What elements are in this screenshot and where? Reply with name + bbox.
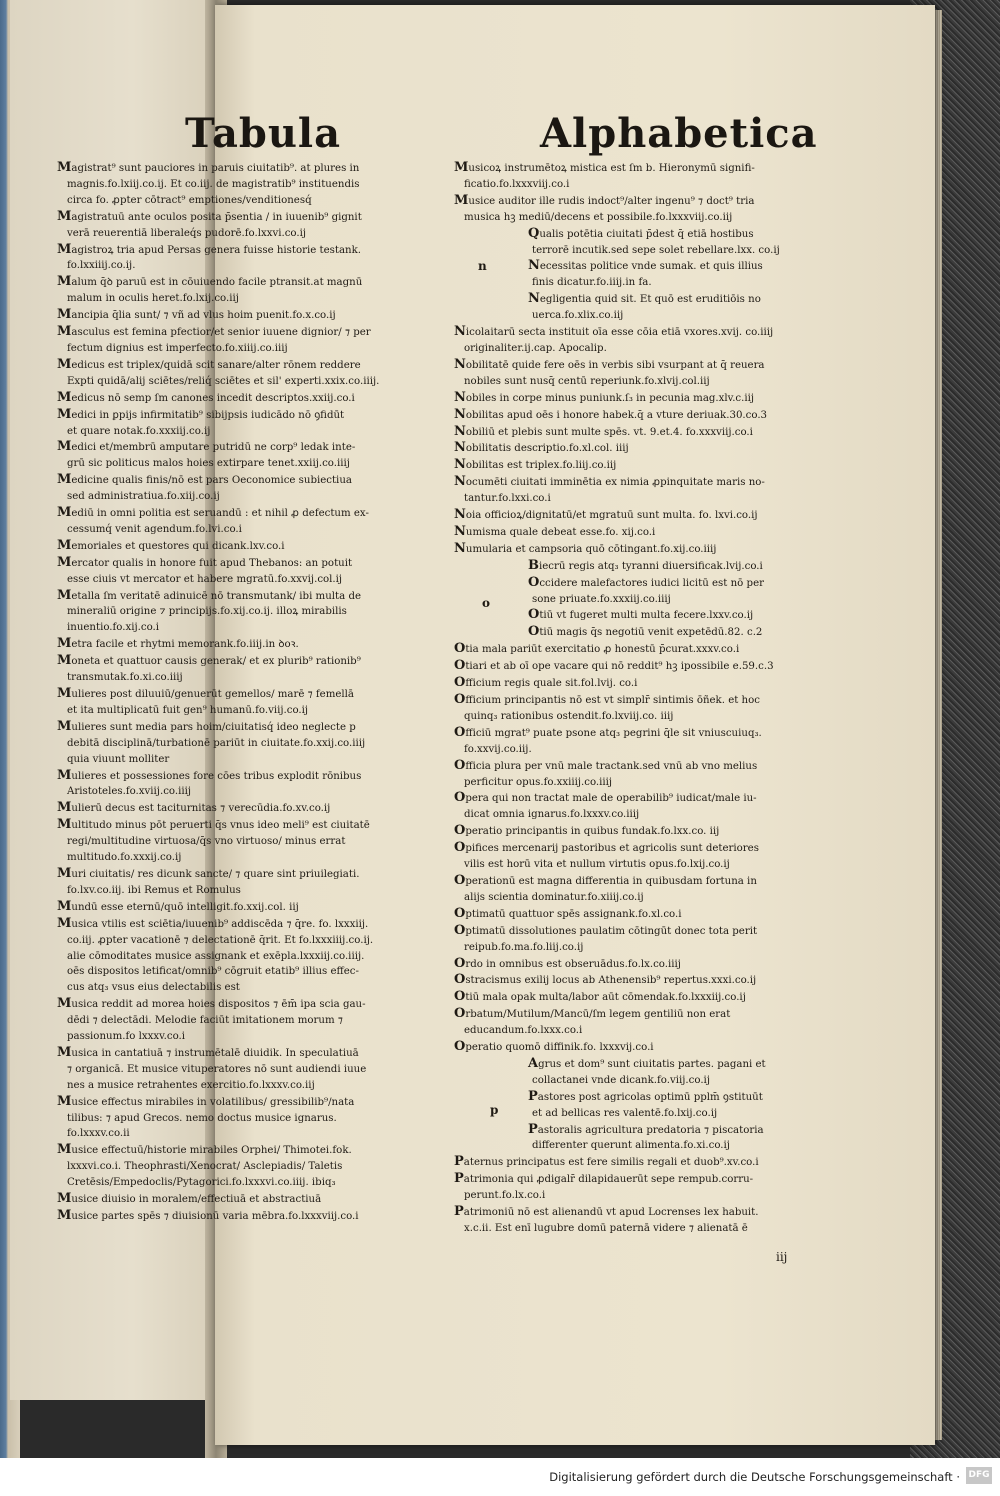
entry-continuation-line: et quare notak.fo.xxxiij.co.ij [67, 425, 211, 437]
entry-continuation-line: collactanei vnde dicank.fo.viij.co.ij [532, 1074, 710, 1086]
entry-headword-line: Musice effectuū/historie mirabiles Orphei/ Thimotei.fok. [57, 1142, 352, 1158]
entry-headword-line: Pastoralis agricultura predatoria ⁊ piscatoria [528, 1121, 764, 1137]
index-entry [454, 524, 849, 541]
entry-continuation-line: quinq₃ rationibus ostendit.fo.lxviij.co. iiij [464, 710, 674, 722]
index-entry [57, 538, 437, 555]
index-entry [454, 558, 849, 575]
entry-continuation-line: terrorē incutik.sed sepe solet rebellare.lxx. co.ij [532, 244, 780, 256]
left-text-column [57, 160, 437, 1225]
index-entry [454, 956, 849, 973]
entry-continuation-line: sone priuate.fo.xxxiij.co.iiij [532, 593, 671, 605]
index-entry [57, 439, 437, 472]
entry-headword-line: Moneta et quattuor causis generak/ et ex plurib⁹ rationib⁹ [57, 653, 361, 669]
entry-headword-line: Paternus principatus est fere similis regali et duob⁹.xv.co.i [454, 1154, 759, 1170]
index-entry [454, 758, 849, 791]
index-entry [454, 541, 849, 558]
entry-headword-line: Nobilitas est triplex.fo.liij.co.iij [454, 457, 617, 473]
index-entry [454, 873, 849, 906]
index-entry [454, 923, 849, 956]
entry-continuation-line: fectum dignius est imperfecto.fo.xiiij.co.iiij [67, 342, 288, 354]
index-entry [454, 1039, 849, 1056]
entry-headword-line: Optimatū dissolutiones paulatim cōtingūt donec tota perit [454, 922, 758, 938]
index-entry [454, 840, 849, 873]
entry-headword-line: Musica in cantatiuā ⁊ instrumētalē diuidik. In speculatiuā [57, 1044, 359, 1060]
catchword: iij [776, 1250, 788, 1264]
entry-continuation-line: tantur.fo.lxxi.co.i [464, 493, 551, 505]
entry-headword-line: Medicus est triplex/quidā scit sanare/alter rōnem reddere [57, 356, 361, 372]
entry-headword-line: Mulieres et possessiones fore cōes tribus explodit rōnibus [57, 767, 362, 783]
index-entry [57, 588, 437, 637]
entry-headword-line: Nobiliū et plebis sunt multe spēs. vt. 9.et.4. fo.xxxviij.co.i [454, 423, 753, 439]
entry-headword-line: Magistratuū ante oculos posita p̄sentia / in iuuenib⁹ gignit [57, 208, 362, 224]
index-entry [57, 996, 437, 1045]
entry-continuation-line: reipub.fo.ma.fo.liij.co.ij [464, 941, 584, 953]
index-entry [57, 866, 437, 899]
index-entry [454, 823, 849, 840]
entry-continuation-line: tilibus: ⁊ apud Grecos. nemo doctus musice ignarus. [67, 1112, 337, 1124]
entry-continuation-line: et ita multiplicatū fuit gen⁹ humanū.fo.viij.co.ij [67, 704, 309, 716]
entry-headword-line: Otiari et ab oī ope vacare qui nō reddit⁹ hꝫ ipossibile e.59.c.3 [454, 658, 774, 674]
entry-continuation-line: multitudo.fo.xxxij.co.ij [67, 852, 182, 864]
entry-headword-line: Multitudo minus pōt peruerti q̄s vnus ideo meli⁹ est ciuitatē [57, 817, 370, 833]
index-entry [57, 390, 437, 407]
entry-continuation-line: regi/multitudine virtuosa/q̄s vno virtuoso/ minus errat [67, 836, 346, 848]
index-entry [454, 440, 849, 457]
entry-continuation-line: inuentio.fo.xij.co.i [67, 622, 160, 634]
entry-headword-line: Patrimonia qui ꝓdigalr̄ dilapidauerūt sepe rempub.corru- [454, 1171, 754, 1187]
index-entry [57, 636, 437, 653]
index-entry [454, 390, 849, 407]
entry-continuation-line: circa fo. ꝓpter cōtract⁹ emptiones/venditionesq́ [67, 194, 312, 206]
entry-continuation-line: fo.lxv.co.iij. ibi Remus et Romulus [67, 884, 241, 896]
index-entry [57, 800, 437, 817]
entry-headword-line: Metra facile et rhytmi memorank.fo.iiij.in ꝺoꝛ. [57, 636, 299, 652]
index-entry [57, 719, 437, 768]
entry-continuation-line: et ad bellicas res valentē.fo.lxij.co.ij [532, 1107, 718, 1119]
entry-headword-line: Otia mala pariūt exercitatio ꝓ honestū p̄curat.xxxv.co.i [454, 641, 740, 657]
index-entry [454, 357, 849, 390]
section-marker-p: p [490, 1103, 499, 1117]
index-entry [454, 291, 849, 324]
index-entry [454, 324, 849, 357]
entry-headword-line: Patrimoniū nō est alienandū vt apud Locrenses lex habuit. [454, 1204, 759, 1220]
entry-headword-line: Qualis potētia ciuitati p̄dest q̄ etiā hostibus [528, 225, 754, 241]
entry-continuation-line: originaliter.ij.cap. Apocalip. [464, 342, 607, 354]
index-entry [454, 1204, 849, 1237]
entry-headword-line: Operationū est magna differentia in quibusdam fortuna in [454, 872, 757, 888]
index-entry [454, 972, 849, 989]
entry-continuation-line: mineraliū origine ⁊ principijs.fo.xij.co.ij. illoꝝ mirabilis [67, 606, 347, 618]
entry-continuation-line: passionum.fo lxxxv.co.i [67, 1031, 186, 1043]
entry-continuation-line: uerca.fo.xlix.co.iij [532, 310, 624, 322]
entry-headword-line: Medicine qualis finis/nō est pars Oeconomice subiectiua [57, 472, 352, 488]
index-entry [454, 507, 849, 524]
index-entry [57, 242, 437, 275]
section-marker-n: n [478, 259, 487, 273]
entry-continuation-line: malum in oculis heret.fo.lxij.co.iij [67, 293, 239, 305]
entry-headword-line: Ostracismus exilij locus ab Athenensib⁹ repertus.xxxi.co.ij [454, 972, 757, 988]
index-entry [454, 1122, 849, 1155]
entry-headword-line: Orbatum/Mutilum/Mancū/ſm legem gentiliū non erat [454, 1006, 731, 1022]
entry-headword-line: Muri ciuitatis/ res dicunk sancte/ ⁊ quare sint priuilegiati. [57, 865, 360, 881]
index-entry [454, 1006, 849, 1039]
index-entry [454, 624, 849, 641]
index-entry [57, 768, 437, 801]
dfg-logo: DFG [966, 1467, 992, 1484]
entry-continuation-line: lxxxvi.co.i. Theophrasti/Xenocrat/ Asclepiadis/ Taletis [67, 1161, 343, 1173]
entry-headword-line: Mulieres post diluuiū/genuerūt gemellos/ marē ⁊ femellā [57, 686, 354, 701]
index-entry [454, 658, 849, 675]
index-entry [454, 474, 849, 507]
entry-headword-line: Musice diuisio in moralem/effectiuā et abstractiuā [57, 1191, 322, 1207]
index-entry [454, 1056, 849, 1089]
header-right-word: Alphabetica [540, 110, 818, 157]
entry-headword-line: Numularia et campsoria quō cōtingant.fo.xij.co.iiij [454, 540, 717, 556]
entry-continuation-line: alijs scientia dominatur.fo.xiiij.co.ij [464, 891, 644, 903]
entry-continuation-line: dicat omnia ignarus.fo.lxxxv.co.iiij [464, 809, 640, 821]
right-text-column [454, 160, 849, 1237]
index-entry [454, 160, 849, 193]
entry-headword-line: Pastores post agricolas optimū pplm̄ ꝯstituūt [528, 1088, 763, 1104]
entry-headword-line: Officium principantis nō est vt simplr̄ sintimis ōñek. et hoc [454, 692, 760, 707]
entry-headword-line: Otiū magis q̄s negotiū venit expetēdū.82. c.2 [528, 624, 763, 640]
entry-headword-line: Musice effectus mirabiles in volatilibus/ gressibilib⁹/nata [57, 1093, 355, 1109]
index-entry [454, 193, 849, 226]
entry-headword-line: Medici in ꝑpijs infirmitatib⁹ sibijpsis iudicādo nō ꝯfidūt [57, 406, 345, 422]
entry-continuation-line: Cretēsis/Empedoclis/Pytagorici.fo.lxxxvi.co.iiij. ibiq₃ [67, 1177, 336, 1189]
index-entry [57, 1094, 437, 1143]
index-entry [57, 899, 437, 916]
entry-headword-line: Musice partes spēs ⁊ diuisionū varia mēbra.fo.lxxxviij.co.i [57, 1208, 359, 1223]
entry-continuation-line: Aristoteles.fo.xviij.co.iiij [67, 786, 192, 798]
index-entry [454, 575, 849, 608]
index-entry [57, 653, 437, 686]
index-entry [454, 675, 849, 692]
entry-continuation-line: magnis.fo.lxiij.co.ij. Et co.iij. de magistratib⁹ instituendis [67, 178, 360, 190]
entry-continuation-line: esse ciuis vt mercator et habere mgratū.fo.xxvij.col.ij [67, 573, 343, 585]
entry-continuation-line: fo.xxvij.co.iij. [464, 743, 532, 755]
entry-continuation-line: nobiles sunt nusq̄ centū reperiunk.fo.xlvij.col.iij [464, 375, 710, 387]
entry-headword-line: Otiū vt fugeret multi multa fecere.lxxv.co.ij [528, 607, 754, 623]
entry-continuation-line: grū sic politicus malos hoies extirpare tenet.xxiij.co.iiij [67, 458, 350, 470]
entry-headword-line: Magistrat⁹ sunt pauciores in paruis ciuitatib⁹. at plures in [57, 160, 360, 175]
index-entry [454, 424, 849, 441]
entry-headword-line: Memoriales et questores qui dicank.lxv.co.i [57, 537, 285, 553]
entry-headword-line: Nocumēti ciuitati imminētia ex nimia ꝓpinquitate maris no- [454, 474, 765, 490]
index-entry [454, 226, 849, 259]
digitization-footer [0, 1458, 1000, 1496]
index-entry [57, 407, 437, 440]
entry-headword-line: Nobilitas apud oēs i honore habek.q̄ a vture deriuak.30.co.3 [454, 406, 768, 422]
entry-continuation-line: differenter querunt alimenta.fo.xi.co.ij [532, 1140, 730, 1152]
index-entry [57, 324, 437, 357]
entry-headword-line: Negligentia quid sit. Et quō est eruditiōis no [528, 291, 761, 307]
index-entry [57, 209, 437, 242]
index-entry [454, 1154, 849, 1171]
index-entry [57, 1191, 437, 1208]
index-entry [454, 1171, 849, 1204]
entry-headword-line: Mediū in omni politia est seruandū : et nihil ꝓ defectum ex- [57, 505, 369, 521]
entry-headword-line: Musice auditor ille rudis indoct⁹/alter ingenu⁹ ⁊ doct⁹ tria [454, 192, 755, 208]
entry-continuation-line: quia viuunt molliter [67, 753, 170, 765]
entry-headword-line: Malum q̄ꝺ paruū est in cōuiuendo facile ptransit.at magnū [57, 274, 363, 290]
entry-continuation-line: nes a musice retrahentes exercitio.fo.lxxxv.co.iij [67, 1079, 315, 1091]
index-entry [57, 1208, 437, 1225]
entry-headword-line: Nobiles in corpe minus puniunk.ſ₃ in pecunia mag.xlv.c.iij [454, 389, 755, 405]
entry-continuation-line: verā reuerentiā liberaleq́s pudorē.fo.lxxvi.co.ij [67, 227, 307, 239]
index-entry [57, 1142, 437, 1191]
index-entry [57, 274, 437, 307]
entry-headword-line: Operatio principantis in quibus fundak.fo.lxx.co. iij [454, 823, 720, 839]
index-entry [57, 505, 437, 538]
index-entry [454, 641, 849, 658]
entry-headword-line: Mulieres sunt media pars hoim/ciuitatisq́ ideo neglecte p [57, 718, 356, 734]
entry-headword-line: Biecrū regis atq₃ tyranni diuersificak.lvij.co.i [528, 557, 763, 573]
entry-headword-line: Mulierū decus est taciturnitas ⁊ verecūdia.fo.xv.co.ij [57, 800, 331, 816]
entry-headword-line: Nobilitatis descriptio.fo.xl.col. iiij [454, 440, 629, 456]
entry-continuation-line: ⁊ organicā. Et musice vituperatores nō sunt audiendi iuue [67, 1063, 367, 1075]
entry-headword-line: Magistroꝝ tria apud Persas genera fuisse historie testank. [57, 241, 362, 257]
entry-continuation-line: co.iij. ꝓpter vacationē ⁊ delectationē q̄rit. Et fo.lxxxiiij.co.ij. [67, 934, 374, 946]
entry-continuation-line: ficatio.fo.lxxxviij.co.i [464, 178, 570, 190]
section-marker-o: o [482, 596, 491, 610]
index-entry [454, 407, 849, 424]
entry-headword-line: Officiū mgrat⁹ puate psone atq₃ pegrini q̄le sit vniuscuiuq₃. [454, 724, 762, 740]
entry-headword-line: Officium regis quale sit.fol.lvij. co.i [454, 675, 638, 691]
entry-headword-line: Ordo in omnibus est obseruādus.fo.lx.co.iiij [454, 955, 681, 971]
entry-continuation-line: finis dicatur.fo.iiij.in fa. [532, 277, 652, 289]
index-entry [57, 916, 437, 997]
entry-continuation-line: Expti quidā/alij sciētes/reliq́ sciētes et sil' experti.xxix.co.iiij. [67, 375, 380, 387]
entry-headword-line: Masculus est femina pfectior/et senior iuuene dignior/ ⁊ per [57, 324, 371, 340]
index-entry [454, 725, 849, 758]
entry-continuation-line: perunt.fo.lx.co.i [464, 1190, 546, 1202]
index-entry [454, 989, 849, 1006]
entry-continuation-line: x.c.ii. Est enī lugubre domū paternā videre ⁊ alienatā ē [464, 1223, 748, 1234]
entry-headword-line: Operatio quomō diffinik.fo. lxxxvij.co.i [454, 1039, 654, 1055]
entry-headword-line: Occidere malefactores iudici licitū est nō per [528, 574, 764, 590]
index-entry [57, 307, 437, 324]
entry-headword-line: Officia plura per vnū male tractank.sed vnū ab vno melius [454, 757, 758, 773]
entry-continuation-line: alie cōmoditates musice assignank et exēpla.lxxxiij.co.iiij. [67, 950, 365, 962]
entry-headword-line: Nobilitatē quide fere oēs in verbis sibi vsurpant at q̄ reuera [454, 356, 765, 372]
entry-continuation-line: perficitur opus.fo.xxiiij.co.iiij [464, 776, 613, 788]
footer-credit: Digitalisierung gefördert durch die Deutsche Forschungsgemeinschaft · [549, 1470, 960, 1484]
entry-headword-line: Metalla ſm veritatē adinuicē nō transmutank/ ibi multa de [57, 587, 361, 603]
entry-headword-line: Musicoꝝ instrumētoꝝ mistica est ſm b. Hieronymū signifi- [454, 160, 755, 175]
entry-headword-line: Agrus et dom⁹ sunt ciuitatis partes. pagani et [528, 1055, 766, 1071]
entry-headword-line: Necessitas politice vnde sumak. et quis illius [528, 258, 763, 274]
entry-continuation-line: cessumq́ venit agendum.fo.lvi.co.i [67, 523, 242, 535]
entry-headword-line: Noia officioꝝ/dignitatū/et mgratuū sunt multa. fo. lxvi.co.ij [454, 507, 758, 523]
entry-headword-line: Opera qui non tractat male de operabilib⁹ iudicat/male iu- [454, 790, 757, 806]
index-entry [57, 817, 437, 866]
index-entry [454, 692, 849, 725]
index-entry [57, 472, 437, 505]
index-entry [57, 686, 437, 719]
index-entry [454, 790, 849, 823]
index-entry [57, 160, 437, 209]
entry-headword-line: Otiū mala opak multa/labor aūt cōmendak.fo.lxxxiij.co.ij [454, 989, 746, 1005]
index-entry [454, 258, 849, 291]
entry-headword-line: Musica vtilis est sciētia/iuuenib⁹ addiscēda ⁊ q̄re. fo. lxxxiij. [57, 915, 369, 931]
entry-headword-line: Mundū esse eternū/quō intelligit.fo.xxij.col. iij [57, 898, 299, 914]
entry-continuation-line: fo.lxxxv.co.ii [67, 1128, 130, 1140]
header-left-word: Tabula [185, 110, 342, 157]
entry-headword-line: Opifices mercenarij pastoribus et agricolis sunt deteriores [454, 840, 759, 856]
index-entry [454, 607, 849, 624]
entry-headword-line: Musica reddit ad morea hoies dispositos ⁊ ēm̄ ipa scia gau- [57, 996, 366, 1012]
entry-continuation-line: cus atq₃ vsus eius delectabilis est [67, 982, 240, 994]
index-entry [57, 1045, 437, 1094]
entry-continuation-line: musica hꝫ mediū/decens et possibile.fo.lxxxviij.co.iij [464, 211, 733, 223]
entry-continuation-line: debitā disciplinā/turbationē pariūt in ciuitate.fo.xxij.co.iiij [67, 737, 366, 749]
entry-continuation-line: sed administratiua.fo.xiij.co.ij [67, 491, 220, 503]
entry-headword-line: Nicolaitarū secta instituit oīa esse cōia etiā vxores.xvij. co.iiij [454, 324, 774, 340]
entry-continuation-line: vilis est horū vita et nullum virtutis opus.fo.lxij.co.ij [464, 859, 730, 871]
entry-headword-line: Mancipia q̄lia sunt/ ⁊ vñ ad vlus hoim puenit.fo.x.co.ij [57, 307, 336, 323]
index-entry [454, 457, 849, 474]
entry-headword-line: Mercator qualis in honore fuit apud Thebanos: an potuit [57, 554, 353, 570]
entry-continuation-line: fo.lxxiiij.co.ij. [67, 260, 136, 272]
entry-headword-line: Optimatū quattuor spēs assignank.fo.xl.co.i [454, 905, 682, 921]
index-entry [454, 906, 849, 923]
entry-continuation-line: oēs dispositos letificat/omnib⁹ cōgruit etatib⁹ illius effec- [67, 966, 359, 978]
entry-continuation-line: educandum.fo.lxxx.co.i [464, 1025, 583, 1037]
index-entry [57, 357, 437, 390]
index-entry [57, 555, 437, 588]
entry-continuation-line: transmutak.fo.xi.co.iiij [67, 672, 183, 684]
index-entry [454, 1089, 849, 1122]
entry-headword-line: Medicus nō semp ſm canones incedit descriptos.xxiij.co.i [57, 389, 355, 405]
entry-headword-line: Medici et/membrū amputare putridū ne corp⁹ ledak inte- [57, 439, 356, 455]
entry-continuation-line: dēdi ⁊ delectādi. Melodie faciūt imitationem morum ⁊ [67, 1015, 343, 1027]
entry-headword-line: Numisma quale debeat esse.fo. xij.co.i [454, 523, 656, 539]
